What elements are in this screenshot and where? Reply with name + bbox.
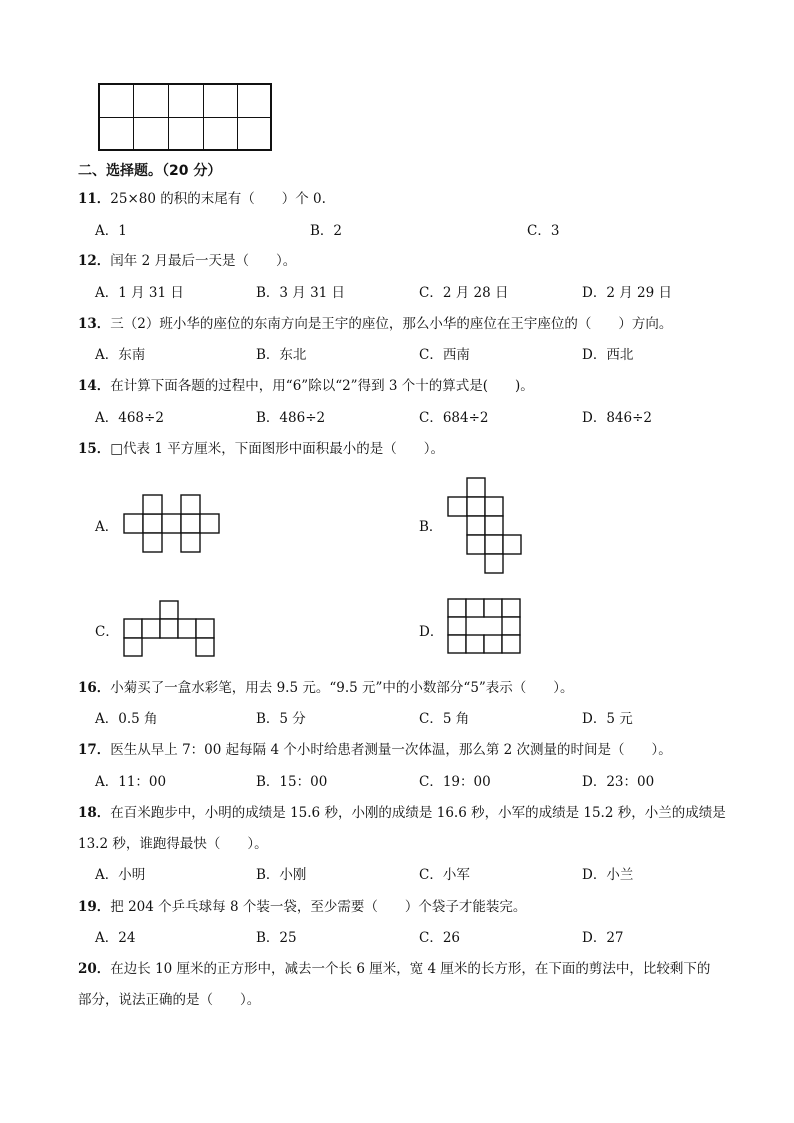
- question-11: 11．25×80 的积的末尾有（ ）个 0.: [78, 191, 326, 207]
- option: B．25: [256, 930, 297, 946]
- option: A．468÷2: [95, 410, 164, 426]
- option: B．2: [310, 223, 343, 239]
- option: C．5 角: [419, 711, 470, 727]
- question-20: 20．在边长 10 厘米的正方形中，减去一个长 6 厘米，宽 4 厘米的长方形，在下面的剪法中，比较剩下的: [78, 961, 711, 977]
- option: A．东南: [95, 347, 146, 363]
- option: C．19：00: [419, 774, 491, 790]
- option: B．5 分: [256, 711, 306, 727]
- option: A．小明: [95, 867, 146, 883]
- option: A．0.5 角: [95, 711, 158, 727]
- option: D．小兰: [582, 867, 634, 883]
- option: C．小军: [419, 867, 470, 883]
- answer-grid: [98, 83, 272, 151]
- option: C．684÷2: [419, 410, 489, 426]
- option: B．486÷2: [256, 410, 326, 426]
- option: A．24: [95, 930, 136, 946]
- option: C．2 月 28 日: [419, 285, 509, 301]
- question-18: 18．在百米跑步中，小明的成绩是 15.6 秒，小刚的成绩是 16.6 秒，小军的成绩是 15.2 秒，小兰的成绩是: [78, 805, 726, 821]
- question-20-line-2: 部分，说法正确的是（ ）。: [78, 992, 261, 1008]
- question-13: 13．三（2）班小华的座位的东南方向是王宇的座位，那么小华的座位在王宇座位的（ ）方向。: [78, 316, 673, 332]
- shape-d: [448, 599, 523, 655]
- shape-b: [448, 478, 524, 575]
- option: A．: [95, 519, 119, 535]
- question-12: 12．闰年 2 月最后一天是（ ）。: [78, 253, 297, 269]
- option: D．西北: [582, 347, 634, 363]
- option: D．: [419, 624, 444, 640]
- shape-a: [124, 495, 220, 553]
- option: B．15：00: [256, 774, 328, 790]
- option: A．1: [95, 223, 127, 239]
- question-17: 17．医生从早上 7：00 起每隔 4 个小时给患者测量一次体温，那么第 2 次测量的时间是（ ）。: [78, 742, 672, 758]
- option: A．11：00: [95, 774, 167, 790]
- question-16: 16．小菊买了一盒水彩笔，用去 9.5 元。“9.5 元”中的小数部分“5”表示（ ）。: [78, 680, 574, 696]
- option: C．: [95, 624, 119, 640]
- option: B．小刚: [256, 867, 307, 883]
- option: C．西南: [419, 347, 470, 363]
- option: B．东北: [256, 347, 307, 363]
- question-19: 19．把 204 个乒乓球每 8 个装一袋，至少需要（ ）个袋子才能装完。: [78, 899, 527, 915]
- option: B．3 月 31 日: [256, 285, 346, 301]
- option: B．: [419, 519, 443, 535]
- shape-c: [124, 601, 216, 658]
- option: D．27: [582, 930, 624, 946]
- option: D．5 元: [582, 711, 633, 727]
- option: C．3: [527, 223, 560, 239]
- question-15: 15．□代表 1 平方厘米，下面图形中面积最小的是（ ）。: [78, 441, 444, 457]
- option: C．26: [419, 930, 461, 946]
- question-14: 14．在计算下面各题的过程中，用“6”除以“2”得到 3 个十的算式是( )。: [78, 378, 534, 394]
- option: A．1 月 31 日: [95, 285, 184, 301]
- section-title: 二、选择题。（20 分）: [78, 163, 222, 179]
- question-18-line-2: 13.2 秒，谁跑得最快（ ）。: [78, 836, 268, 852]
- option: D．23：00: [582, 774, 655, 790]
- option: D．846÷2: [582, 410, 652, 426]
- option: D．2 月 29 日: [582, 285, 672, 301]
